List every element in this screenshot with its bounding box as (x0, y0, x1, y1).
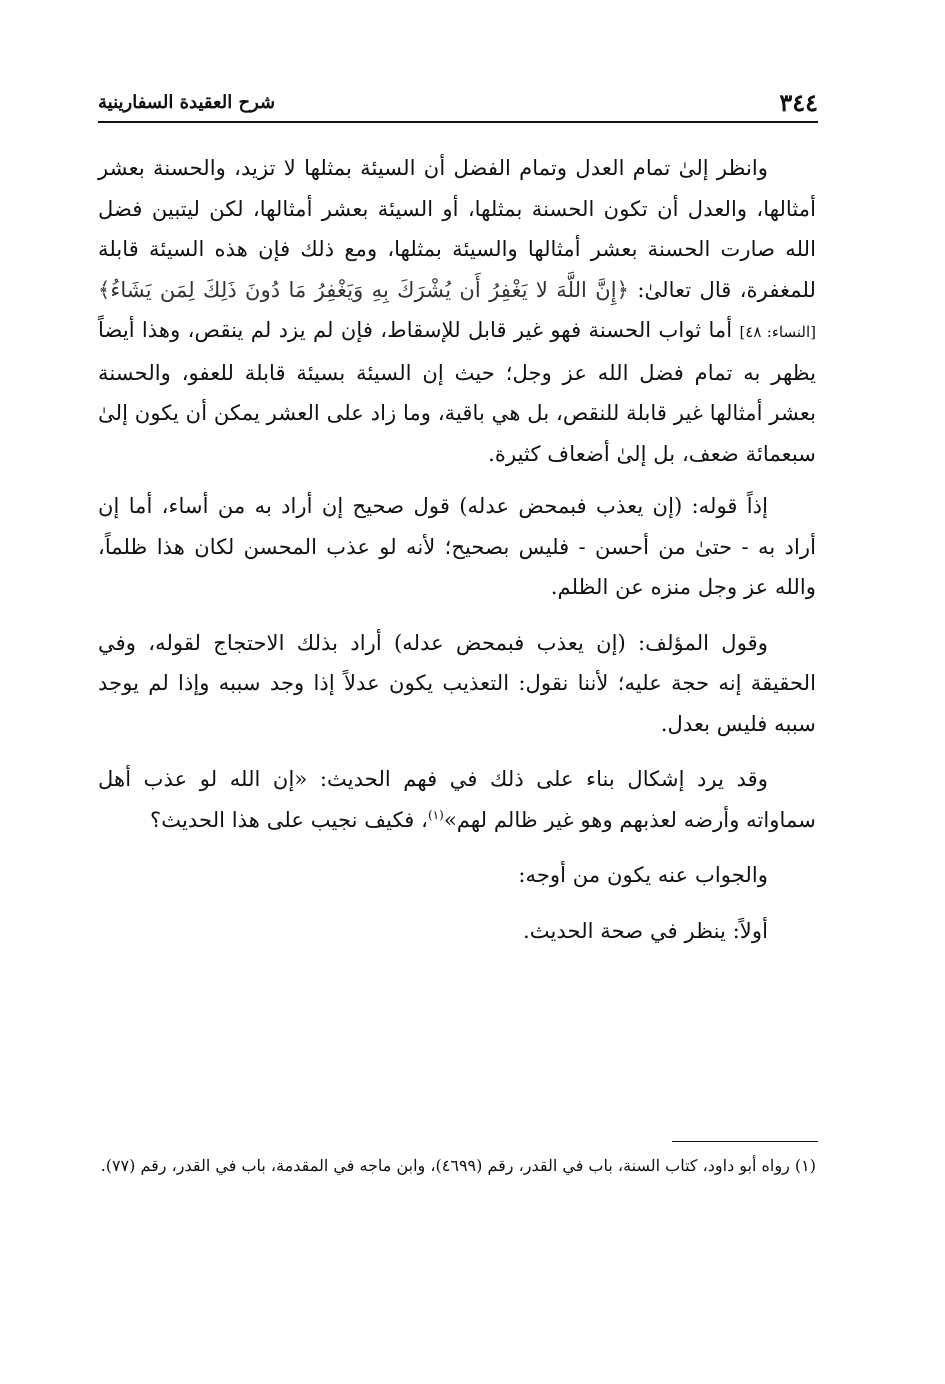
page-number: ٣٤٤ (779, 87, 818, 117)
footnote-marker: (١) (427, 807, 444, 822)
paragraph-6: أولاً: ينظر في صحة الحديث. (522, 917, 768, 943)
footnote (98, 1150, 816, 1181)
book-title: شرح العقيدة السفارينية (98, 91, 276, 113)
quran-verse: ﴿إِنَّ اللَّهَ لا يَغْفِرُ أَن يُشْرَكَ بِهِ وَيَغْفِرُ مَا دُونَ ذَلِكَ لِمَن يَشَاءُ﴾ (98, 276, 630, 302)
header-rule (98, 121, 818, 123)
running-header (98, 86, 818, 118)
paragraph-4-continuation: ، فكيف نجيب على هذا الحديث؟ (149, 806, 428, 832)
paragraph-4-text: وقد يرد إشكال بناء على ذلك في فهم الحديث: «إن الله لو عذب أهل سماواته وأرضه لعذبهم وهو غير ظالم لهم» (98, 766, 816, 832)
verse-reference: [النساء: ٤٨] (739, 323, 816, 341)
paragraph-5: والجواب عنه يكون من أوجه: (518, 862, 768, 887)
footnote-rule (672, 1141, 818, 1142)
paragraph-1 (98, 148, 816, 474)
body-text (98, 148, 816, 966)
paragraph-1-continuation: أما ثواب الحسنة فهو غير قابل للإسقاط، فإن لم يزد لم ينقص، وهذا أيضاً يظهر به تمام فضل الله عز وجل؛ حيث إن السيئة بسيئة قابلة للعفو، والحسنة بعشر أمثالها غير قابلة للنقص، بل هي باقية، وما زاد على العشر يمكن أن يكون إلىٰ سبعمائة ضعف، بل إلىٰ أضعاف كثيرة. (98, 317, 816, 466)
paragraph-4 (98, 759, 816, 840)
footnote-text: (١) رواه أبو داود، كتاب السنة، باب في القدر، رقم (٤٦٩٩)، وابن ماجه في المقدمة، باب في القدر، رقم (٧٧). (100, 1156, 816, 1175)
paragraph-3: وقول المؤلف: (إن يعذب فبمحض عدله) أراد بذلك الاحتجاج لقوله، وفي الحقيقة إنه حجة عليه؛ لأننا نقول: التعذيب يكون عدلاً إذا وجد سببه وإذا لم يوجد سببه فليس بعدل. (98, 629, 816, 736)
paragraph-1-text: وانظر إلىٰ تمام العدل وتمام الفضل أن السيئة بمثلها لا تزيد، والحسنة بعشر أمثالها، والعدل أن تكون الحسنة بمثلها، أو السيئة بعشر أمثالها، لكن ليتبين فضل الله صارت الحسنة بعشر أمثالها والسيئة بمثلها، ومع ذلك فإن هذه السيئة قابلة للمغفرة، قال تعالىٰ: (98, 155, 816, 302)
paragraph-2: إذاً قوله: (إن يعذب فبمحض عدله) قول صحيح إن أراد به من أساء، أما إن أراد به - حتىٰ من أحسن - فليس بصحيح؛ لأنه لو عذب المحسن لكان هذا ظلماً، والله عز وجل منزه عن الظلم. (98, 493, 817, 599)
